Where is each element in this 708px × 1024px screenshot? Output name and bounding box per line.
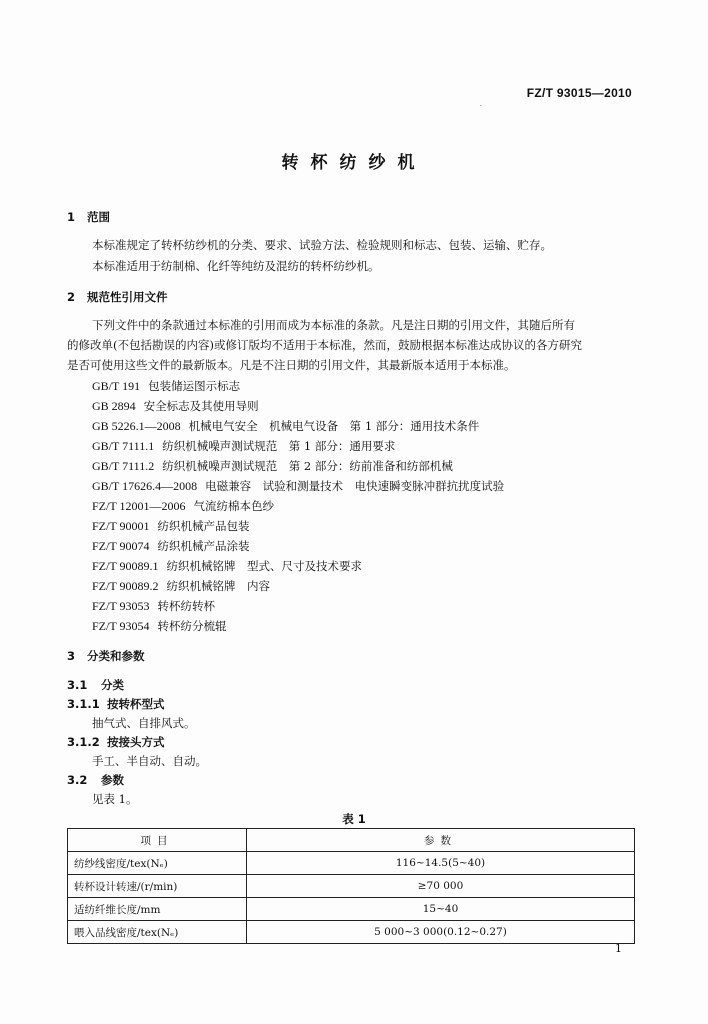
reference-item bbox=[92, 558, 362, 574]
reference-item bbox=[92, 418, 479, 434]
subsection-number: 3.1.2 bbox=[67, 735, 100, 749]
reference-item bbox=[92, 378, 240, 394]
scope-paragraph-2: 本标准适用于纺制棉、化纤等纯纺及混纺的转杯纺纱机。 bbox=[92, 259, 380, 273]
see-table-text: 见表 1。 bbox=[92, 792, 138, 806]
section-title: 范围 bbox=[87, 210, 110, 224]
table-row bbox=[68, 921, 635, 944]
table-row bbox=[68, 898, 635, 921]
reference-item bbox=[92, 518, 249, 534]
reference-code: GB/T 191 bbox=[92, 379, 141, 393]
table-header-row bbox=[68, 829, 635, 852]
reference-title: 纺织机械铭牌 型式、尺寸及技术要求 bbox=[166, 559, 362, 573]
subsection-3-1-2-heading bbox=[67, 734, 165, 750]
reference-code: FZ/T 90001 bbox=[92, 519, 150, 533]
table-row bbox=[68, 875, 635, 898]
reference-title: 包装储运图示标志 bbox=[148, 379, 241, 393]
section-title: 规范性引用文件 bbox=[87, 290, 168, 304]
table-cell-value: 15~40 bbox=[247, 898, 635, 921]
reference-title: 转杯纺分梳辊 bbox=[157, 619, 227, 633]
piecing-method-text: 手工、半自动、自动。 bbox=[92, 754, 207, 768]
subsection-number: 3.1 bbox=[67, 678, 88, 692]
subsection-number: 3.1.1 bbox=[67, 697, 100, 711]
reference-item bbox=[92, 398, 259, 414]
table-cell-item: 转杯设计转速/(r/min) bbox=[68, 875, 247, 898]
reference-title: 安全标志及其使用导则 bbox=[143, 399, 259, 413]
intro-line-1: 下列文件中的条款通过本标准的引用而成为本标准的条款。凡是注日期的引用文件，其随后所有 bbox=[92, 318, 575, 332]
reference-code: GB/T 17626.4—2008 bbox=[92, 479, 198, 493]
section-2-heading bbox=[67, 289, 168, 305]
subsection-3-1-heading bbox=[67, 677, 124, 693]
reference-title: 纺织机械噪声测试规范 第 2 部分：纺前准备和纺部机械 bbox=[162, 459, 453, 473]
subsection-title: 按接头方式 bbox=[107, 735, 165, 749]
reference-item bbox=[92, 598, 215, 614]
reference-title: 纺织机械铭牌 内容 bbox=[166, 579, 270, 593]
reference-item bbox=[92, 478, 504, 494]
section-number: 3 bbox=[67, 649, 76, 663]
reference-code: FZ/T 93053 bbox=[92, 599, 150, 613]
section-3-heading bbox=[67, 648, 145, 664]
page-number: 1 bbox=[615, 942, 622, 955]
intro-line-3: 是否可使用这些文件的最新版本。凡是不注日期的引用文件，其最新版本适用于本标准。 bbox=[67, 358, 516, 372]
reference-item bbox=[92, 578, 270, 594]
section-1-heading bbox=[67, 209, 110, 225]
table-header-parameter: 参数 bbox=[247, 829, 635, 852]
reference-title: 机械电气安全 机械电气设备 第 1 部分：通用技术条件 bbox=[188, 419, 480, 433]
scope-paragraph-1: 本标准规定了转杯纺纱机的分类、要求、试验方法、检验规则和标志、包装、运输、贮存。 bbox=[92, 238, 552, 252]
subsection-title: 分类 bbox=[101, 678, 124, 692]
subsection-title: 按转杯型式 bbox=[107, 697, 165, 711]
parameter-table bbox=[67, 828, 635, 944]
reference-title: 气流纺棉本色纱 bbox=[193, 499, 274, 513]
reference-title: 纺织机械产品涂装 bbox=[157, 539, 250, 553]
standard-code: FZ/T 93015—2010 bbox=[526, 86, 632, 100]
table-cell-item: 适纺纤维长度/mm bbox=[68, 898, 247, 921]
reference-code: GB/T 7111.2 bbox=[92, 459, 155, 473]
reference-title: 转杯纺转杯 bbox=[157, 599, 215, 613]
section-title: 分类和参数 bbox=[87, 649, 145, 663]
subsection-number: 3.2 bbox=[67, 773, 88, 787]
table-cell-item: 纺纱线密度/tex(Nₑ) bbox=[68, 852, 247, 875]
reference-code: GB 5226.1—2008 bbox=[92, 419, 181, 433]
subsection-3-1-1-heading bbox=[67, 696, 165, 712]
intro-line-2: 的修改单(不包括勘误的内容)或修订版均不适用于本标准，然而，鼓励根据本标准达成协议的各方研究 bbox=[67, 338, 582, 352]
reference-code: FZ/T 90074 bbox=[92, 539, 150, 553]
table-header-item: 项目 bbox=[68, 829, 247, 852]
reference-item bbox=[92, 618, 226, 634]
table-row bbox=[68, 852, 635, 875]
reference-code: GB/T 7111.1 bbox=[92, 439, 155, 453]
reference-code: FZ/T 12001—2006 bbox=[92, 499, 186, 513]
subsection-title: 参数 bbox=[101, 773, 124, 787]
reference-title: 纺织机械产品包装 bbox=[157, 519, 250, 533]
reference-title: 纺织机械噪声测试规范 第 1 部分：通用要求 bbox=[162, 439, 396, 453]
table-cell-value: ≥70 000 bbox=[247, 875, 635, 898]
subsection-3-2-heading bbox=[67, 772, 124, 788]
document-title: 转杯纺纱机 bbox=[281, 153, 427, 173]
reference-item bbox=[92, 438, 395, 454]
reference-code: FZ/T 93054 bbox=[92, 619, 150, 633]
scan-dot: . bbox=[480, 101, 482, 108]
rotor-type-text: 抽气式、自排风式。 bbox=[92, 716, 196, 730]
reference-code: FZ/T 90089.2 bbox=[92, 579, 159, 593]
section-number: 1 bbox=[67, 210, 76, 224]
table-cell-item: 喂入品线密度/tex(Nₑ) bbox=[68, 921, 247, 944]
table-cell-value: 116~14.5(5~40) bbox=[247, 852, 635, 875]
section-number: 2 bbox=[67, 290, 76, 304]
table-cell-value: 5 000~3 000(0.12~0.27) bbox=[247, 921, 635, 944]
reference-code: GB 2894 bbox=[92, 399, 136, 413]
reference-title: 电磁兼容 试验和测量技术 电快速瞬变脉冲群抗扰度试验 bbox=[205, 479, 505, 493]
reference-code: FZ/T 90089.1 bbox=[92, 559, 159, 573]
table-caption: 表 1 bbox=[342, 812, 366, 826]
reference-item bbox=[92, 538, 249, 554]
reference-item bbox=[92, 458, 453, 474]
reference-item bbox=[92, 498, 274, 514]
